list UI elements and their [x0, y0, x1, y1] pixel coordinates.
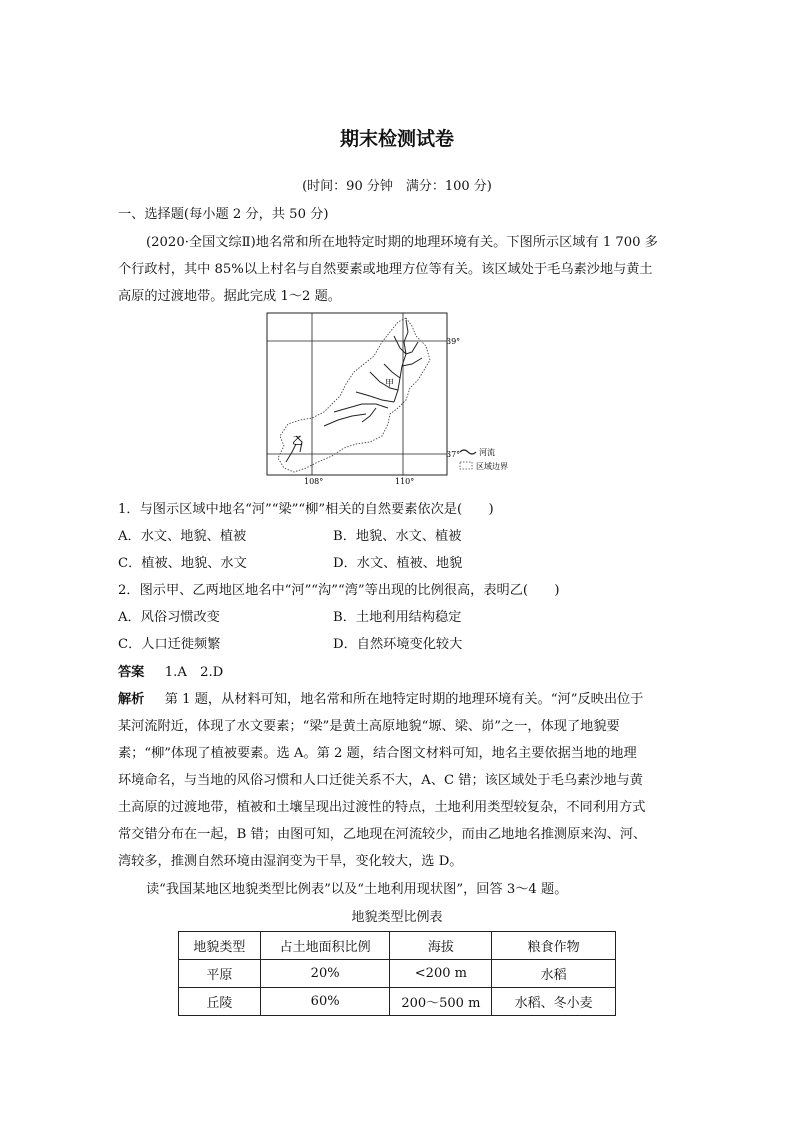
- intro-line-3: 高原的过渡地带。据此完成 1～2 题。: [118, 289, 341, 304]
- table-title: 地貌类型比例表: [351, 910, 443, 925]
- answer-label: 答案: [118, 665, 145, 680]
- analysis-line-5: 土高原的过渡地带，植被和土壤呈现出过渡性的特点，土地利用类型较复杂，不同利用方式: [118, 800, 646, 815]
- river-trib-7: [334, 404, 388, 412]
- label-lat-39: 39°: [446, 337, 461, 346]
- river-trib-8: [324, 414, 366, 426]
- label-yi: 乙: [292, 434, 303, 447]
- table-header-cell: 粮食作物: [492, 932, 616, 960]
- table-cell: 200～500 m: [390, 988, 492, 1016]
- legend-river-label: 河流: [479, 448, 495, 457]
- river-trib-4: [384, 364, 400, 378]
- legend-boundary-symbol: [460, 462, 472, 469]
- q1-option-a: A．水文、地貌、植被: [118, 529, 247, 544]
- river-trib-9: [362, 408, 376, 422]
- landform-table: [178, 931, 616, 1016]
- q1-option-c: C．植被、地貌、水文: [118, 556, 247, 571]
- label-lat-37: 37°: [446, 450, 461, 459]
- q2-option-a: A．风俗习惯改变: [118, 610, 220, 625]
- page-title: 期末检测试卷: [339, 128, 454, 150]
- river-trib-1: [406, 342, 418, 354]
- q1-stem: 1．与图示区域中地名“河”“梁”“柳”相关的自然要素依次是( ): [118, 502, 494, 517]
- analysis-text-1: 第 1 题，从材料可知，地名常和所在地特定时期的地理环境有关。“河”反映出位于: [164, 692, 644, 707]
- read-instruction: 读“我国某地区地貌类型比例表”以及“土地利用现状图”，回答 3～4 题。: [146, 882, 568, 897]
- river-trib-2: [402, 358, 422, 366]
- table-cell: 水稻、冬小麦: [492, 988, 616, 1016]
- table-cell: 60%: [260, 988, 390, 1016]
- legend-river-symbol: [460, 450, 476, 454]
- analysis-line-4: 环境命名，与当地的风俗习惯和人口迁徙关系不大，A、C 错；该区域处于毛乌素沙地与黄: [118, 773, 643, 788]
- map-frame: [267, 313, 447, 475]
- analysis-line-1: [118, 688, 643, 707]
- analysis-line-6: 常交错分布在一起，B 错；由图可知，乙地现在河流较少，而由乙地地名推测原来沟、河、: [118, 827, 647, 842]
- label-jia: 甲: [385, 379, 395, 389]
- answer-text: 1.A 2.D: [164, 665, 224, 680]
- section-heading: 一、选择题(每小题 2 分，共 50 分): [118, 207, 329, 222]
- table-header-row: [179, 932, 616, 960]
- table-cell: 丘陵: [179, 988, 261, 1016]
- legend-boundary-label: 区域边界: [476, 462, 508, 471]
- analysis-line-7: 湾较多，推测自然环境由湿润变为干旱，变化较大，选 D。: [118, 854, 463, 869]
- intro-line-2: 个行政村，其中 85%以上村名与自然要素或地理方位等有关。该区域处于毛乌素沙地与黄土: [118, 262, 653, 277]
- q1-option-d: D．水文、植被、地貌: [333, 556, 463, 571]
- exam-time-score: (时间：90 分钟 满分：100 分): [302, 179, 492, 194]
- q1-option-b: B．地貌、水文、植被: [333, 529, 462, 544]
- table-row: [179, 960, 616, 988]
- river-trib-6: [356, 392, 394, 402]
- intro-line-1: (2020·全国文综Ⅱ)地名常和所在地特定时期的地理环境有关。下图所示区域有 1 700 多: [146, 235, 658, 250]
- table-cell: <200 m: [390, 960, 492, 988]
- answer-line: [118, 661, 223, 680]
- analysis-label: 解析: [118, 692, 145, 707]
- table-header-cell: 地貌类型: [179, 932, 261, 960]
- table-row: [179, 988, 616, 1016]
- analysis-line-3: 素；“柳”体现了植被要素。选 A。第 2 题，结合图文材料可知，地名主要依据当地的地理: [118, 746, 637, 761]
- region-map: [266, 312, 576, 487]
- label-lon-108: 108°: [304, 477, 324, 486]
- q2-option-d: D．自然环境变化较大: [333, 637, 463, 652]
- table-header-cell: 占土地面积比例: [260, 932, 390, 960]
- table-cell: 水稻: [492, 960, 616, 988]
- table-header-cell: 海拔: [390, 932, 492, 960]
- table-cell: 20%: [260, 960, 390, 988]
- q2-stem: 2．图示甲、乙两地区地名中“河”“沟”“湾”等出现的比例很高，表明乙( ): [118, 583, 560, 598]
- label-lon-110: 110°: [395, 477, 415, 486]
- table-cell: 平原: [179, 960, 261, 988]
- q2-option-c: C．人口迁徙频繁: [118, 637, 221, 652]
- analysis-line-2: 某河流附近，体现了水文要素；“梁”是黄土高原地貌“塬、梁、峁”之一，体现了地貌要: [118, 719, 620, 734]
- q2-option-b: B．土地利用结构稳定: [333, 610, 462, 625]
